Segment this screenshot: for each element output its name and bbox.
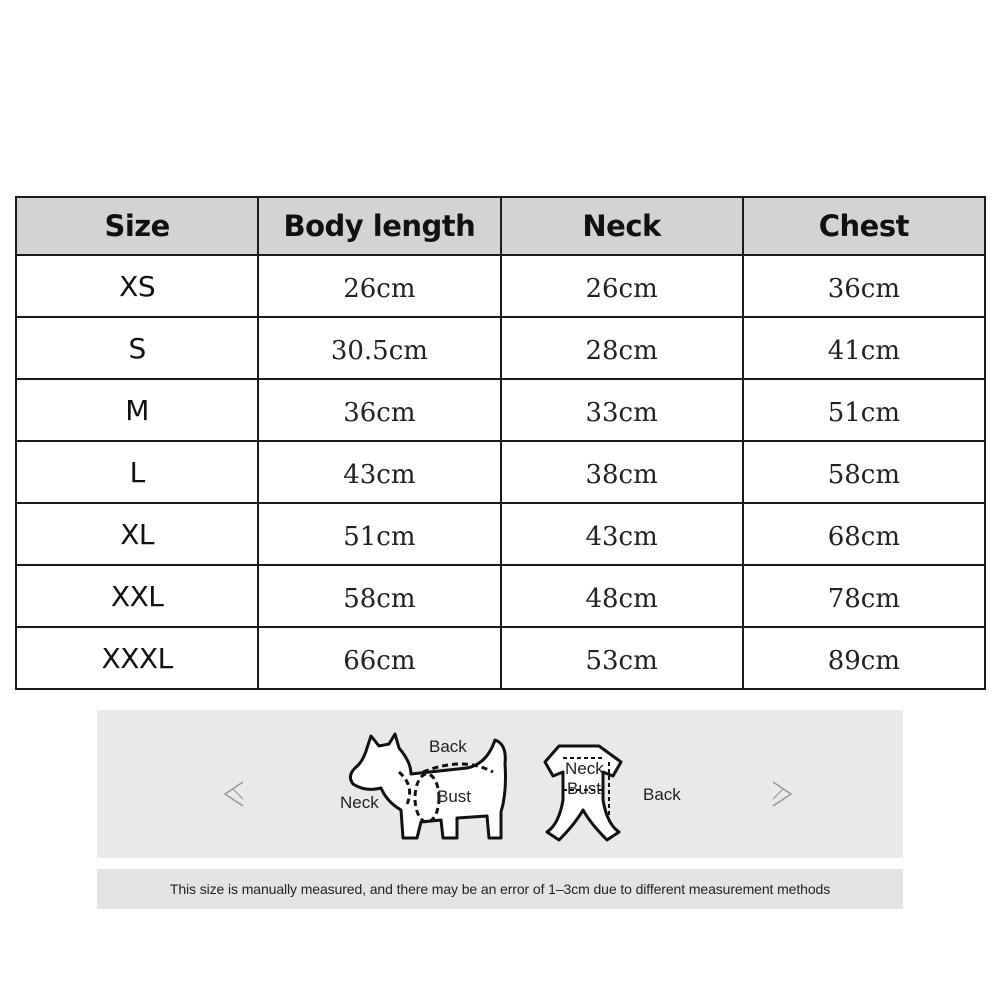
body-length-value: 58cm: [258, 565, 500, 627]
size-label: XS: [16, 255, 258, 317]
chest-value: 89cm: [743, 627, 985, 689]
chest-value: 36cm: [743, 255, 985, 317]
measurement-diagram: [337, 728, 717, 856]
table-row: [16, 317, 985, 379]
table-row: [16, 565, 985, 627]
size-chart-table: [15, 196, 986, 690]
neck-value: 53cm: [501, 627, 743, 689]
table-row: [16, 255, 985, 317]
chevron-left-icon[interactable]: [215, 774, 255, 814]
chest-value: 41cm: [743, 317, 985, 379]
header-body-length: Body length: [258, 197, 500, 255]
body-length-value: 43cm: [258, 441, 500, 503]
neck-value: 48cm: [501, 565, 743, 627]
dog-label-bust: Bust: [437, 787, 472, 806]
size-label: L: [16, 441, 258, 503]
header-neck: Neck: [501, 197, 743, 255]
chest-value: 58cm: [743, 441, 985, 503]
body-length-value: 26cm: [258, 255, 500, 317]
neck-value: 28cm: [501, 317, 743, 379]
size-label: XL: [16, 503, 258, 565]
header-size: Size: [16, 197, 258, 255]
body-length-value: 36cm: [258, 379, 500, 441]
size-label: XXL: [16, 565, 258, 627]
header-chest: Chest: [743, 197, 985, 255]
garment-label-back: Back: [643, 785, 681, 804]
garment-label-bust: Bust: [567, 779, 602, 798]
dog-label-back: Back: [429, 737, 467, 756]
dog-label-neck: Neck: [340, 793, 379, 812]
neck-value: 43cm: [501, 503, 743, 565]
chest-value: 51cm: [743, 379, 985, 441]
size-label: S: [16, 317, 258, 379]
size-label: M: [16, 379, 258, 441]
garment-label-neck: Neck: [565, 759, 604, 778]
measurement-disclaimer: This size is manually measured, and there may be an error of 1–3cm due to different measurement methods: [97, 869, 903, 909]
neck-value: 33cm: [501, 379, 743, 441]
table-row: [16, 627, 985, 689]
table-row: [16, 441, 985, 503]
chest-value: 78cm: [743, 565, 985, 627]
size-label: XXXL: [16, 627, 258, 689]
neck-value: 38cm: [501, 441, 743, 503]
neck-value: 26cm: [501, 255, 743, 317]
body-length-value: 66cm: [258, 627, 500, 689]
table-row: [16, 503, 985, 565]
chest-value: 68cm: [743, 503, 985, 565]
dog-silhouette-icon: [340, 734, 506, 838]
table-header-row: [16, 197, 985, 255]
body-length-value: 30.5cm: [258, 317, 500, 379]
body-length-value: 51cm: [258, 503, 500, 565]
chevron-right-icon[interactable]: [761, 774, 801, 814]
dog-garment-icon: [545, 746, 681, 840]
table-row: [16, 379, 985, 441]
measurement-guide-panel: [97, 710, 903, 858]
